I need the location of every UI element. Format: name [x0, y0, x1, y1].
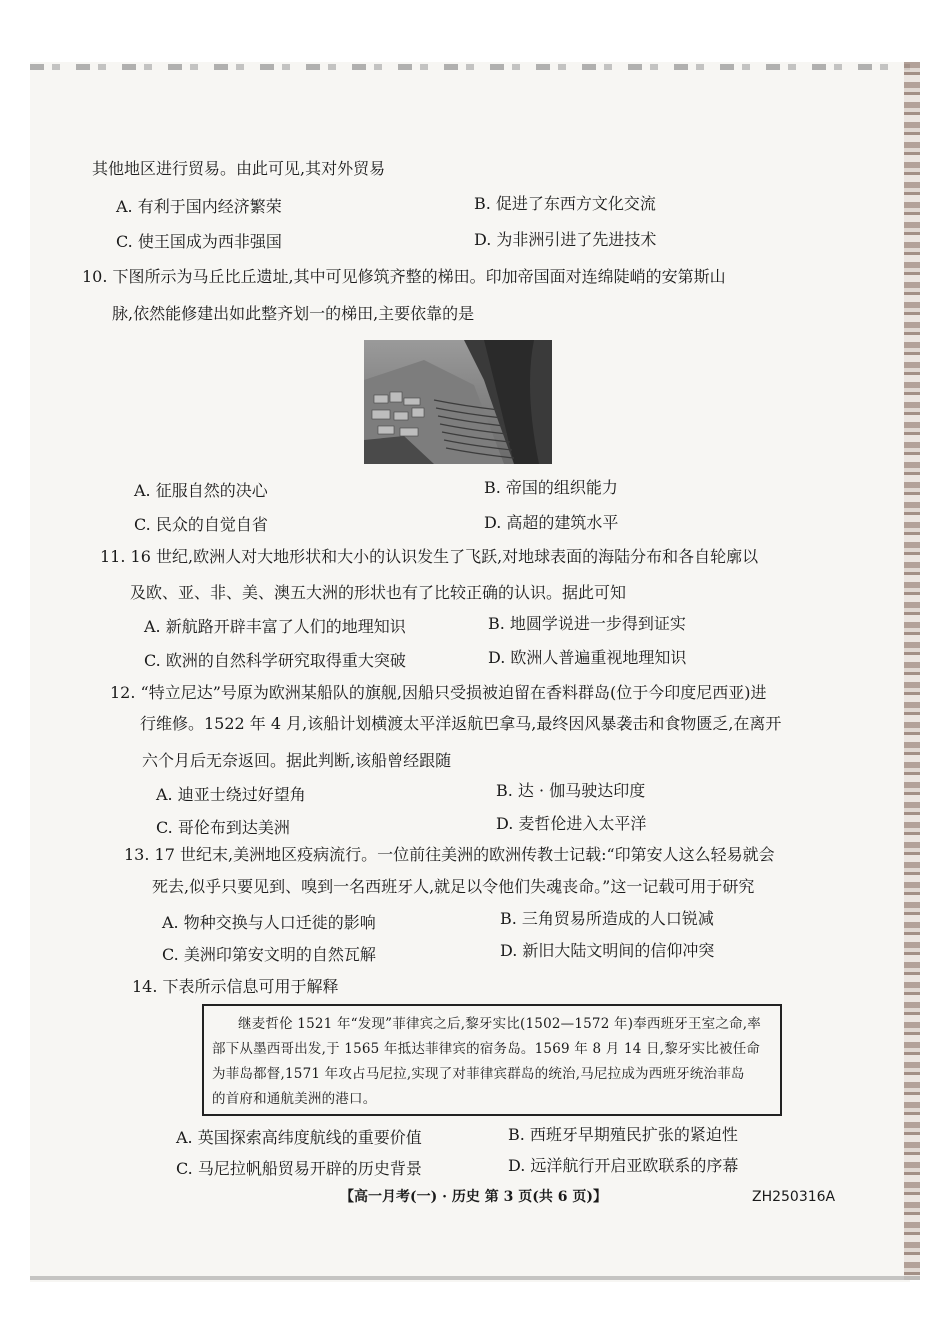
q13-stem-line2: 死去,似乎只要见到、嗅到一名西班牙人,就足以令他们失魂丧命。”这一记载可用于研究 — [152, 877, 755, 896]
q14-stem: 14. 下表所示信息可用于解释 — [132, 977, 339, 996]
q12-stem-line1: 12. “特立尼达”号原为欧洲某船队的旗舰,因船只受损被迫留在香料群岛(位于今印度尼西亚)进 — [110, 683, 767, 702]
scan-right-edge — [904, 62, 920, 1280]
scan-bottom-edge — [30, 1276, 920, 1280]
paper-code: ZH250316A — [752, 1189, 836, 1205]
q11-option-a: A. 新航路开辟丰富了人们的地理知识 — [144, 617, 406, 636]
q13-option-c: C. 美洲印第安文明的自然瓦解 — [162, 945, 376, 964]
q14-option-c: C. 马尼拉帆船贸易开辟的历史背景 — [176, 1159, 422, 1178]
q11-option-d: D. 欧洲人普遍重视地理知识 — [488, 648, 687, 667]
page-footer: 【高一月考(一) · 历史 第 3 页(共 6 页)】 — [340, 1189, 607, 1205]
q14-info-table — [202, 1004, 782, 1116]
q10-stem-line2: 脉,依然能修建出如此整齐划一的梯田,主要依靠的是 — [112, 304, 475, 323]
q13-option-b: B. 三角贸易所造成的人口锐减 — [500, 909, 714, 928]
q12-stem-line2: 行维修。1522 年 4 月,该船计划横渡太平洋返航巴拿马,最终因风暴袭击和食物匮乏,在离开 — [140, 714, 782, 733]
q12-option-a: A. 迪亚士绕过好望角 — [156, 785, 306, 804]
machu-picchu-photo — [364, 340, 552, 464]
scan-top-edge — [30, 64, 910, 70]
q12-stem-line3: 六个月后无奈返回。据此判断,该船曾经跟随 — [142, 751, 452, 770]
q14-option-d: D. 远洋航行开启亚欧联系的序幕 — [508, 1156, 739, 1175]
q12-option-c: C. 哥伦布到达美洲 — [156, 818, 290, 837]
q9-option-b: B. 促进了东西方文化交流 — [474, 194, 656, 213]
q14-table-line2: 部下从墨西哥出发,于 1565 年抵达菲律宾的宿务岛。1569 年 8 月 14 日,黎牙实比被任命 — [212, 1041, 761, 1057]
q13-stem-line1: 13. 17 世纪末,美洲地区疫病流行。一位前往美洲的欧洲传教士记载:“印第安人这么轻易就会 — [124, 845, 775, 864]
q11-option-b: B. 地圆学说进一步得到证实 — [488, 614, 686, 633]
q12-option-d: D. 麦哲伦进入太平洋 — [496, 814, 647, 833]
q14-option-b: B. 西班牙早期殖民扩张的紧迫性 — [508, 1125, 738, 1144]
q11-option-c: C. 欧洲的自然科学研究取得重大突破 — [144, 651, 406, 670]
q10-option-c: C. 民众的自觉自省 — [134, 515, 268, 534]
q14-table-line4: 的首府和通航美洲的港口。 — [212, 1091, 377, 1107]
q12-option-b: B. 达 · 伽马驶达印度 — [496, 781, 646, 800]
q10-option-a: A. 征服自然的决心 — [134, 481, 268, 500]
q14-option-a: A. 英国探索高纬度航线的重要价值 — [176, 1128, 422, 1147]
q10-option-b: B. 帝国的组织能力 — [484, 478, 618, 497]
q11-stem-line1: 11. 16 世纪,欧洲人对大地形状和大小的认识发生了飞跃,对地球表面的海陆分布和各自轮廓以 — [100, 547, 759, 566]
q11-stem-line2: 及欧、亚、非、美、澳五大洲的形状也有了比较正确的认识。据此可知 — [130, 583, 627, 602]
q9-option-a: A. 有利于国内经济繁荣 — [116, 197, 282, 216]
q9-stem-tail: 其他地区进行贸易。由此可见,其对外贸易 — [92, 159, 386, 178]
q14-table-line1: 继麦哲伦 1521 年“发现”菲律宾之后,黎牙实比(1502—1572 年)奉西班牙王室之命,率 — [238, 1016, 761, 1032]
q10-stem-line1: 10. 下图所示为马丘比丘遗址,其中可见修筑齐整的梯田。印加帝国面对连绵陡峭的安第斯山 — [82, 267, 726, 286]
q9-option-d: D. 为非洲引进了先进技术 — [474, 230, 657, 249]
q13-option-d: D. 新旧大陆文明间的信仰冲突 — [500, 941, 715, 960]
q13-option-a: A. 物种交换与人口迁徙的影响 — [162, 913, 376, 932]
q14-table-line3: 为菲岛都督,1571 年攻占马尼拉,实现了对菲律宾群岛的统治,马尼拉成为西班牙统治菲岛 — [212, 1066, 745, 1082]
q10-option-d: D. 高超的建筑水平 — [484, 513, 619, 532]
q9-option-c: C. 使王国成为西非强国 — [116, 232, 282, 251]
